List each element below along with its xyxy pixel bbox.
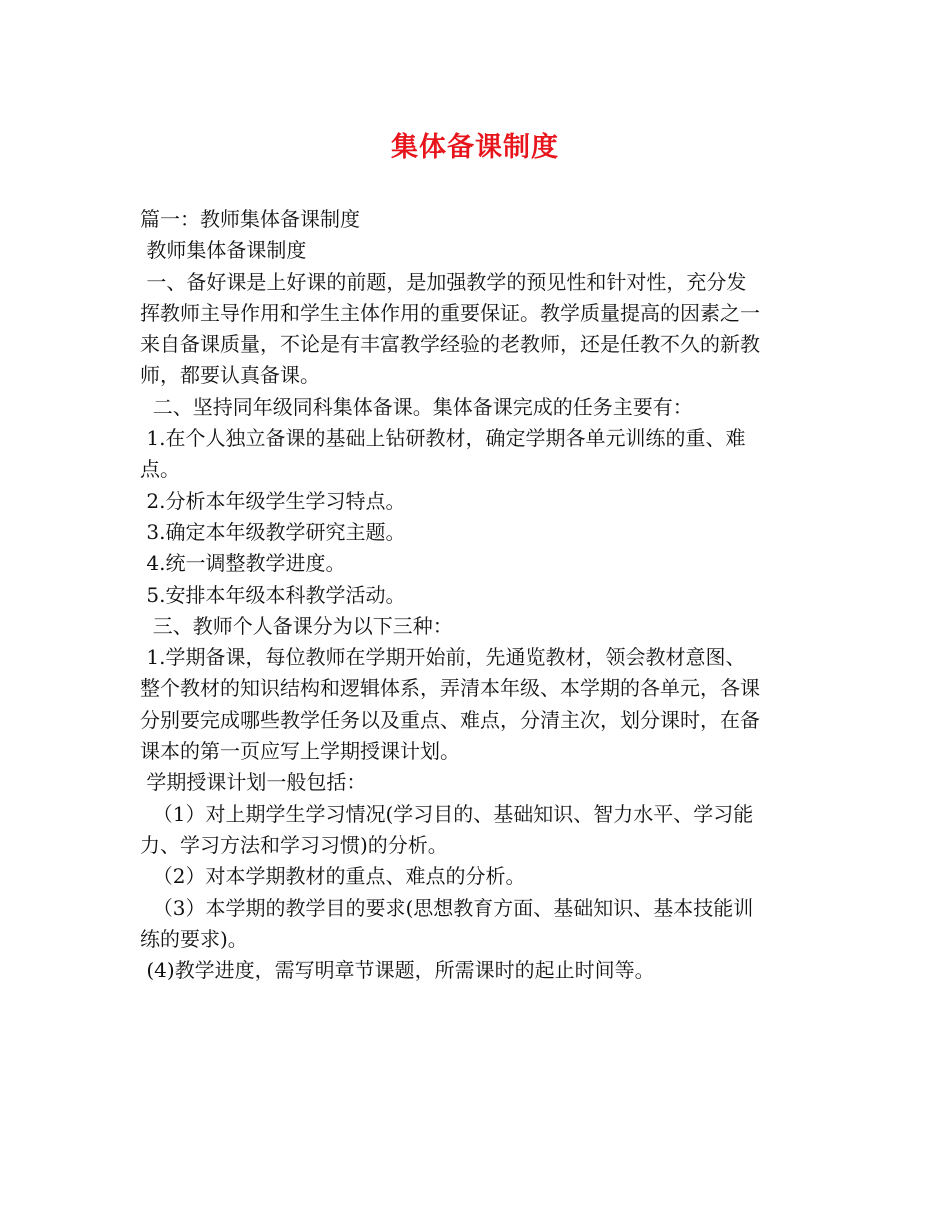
text-line: 3.确定本年级教学研究主题。 — [140, 519, 406, 544]
text-line: 力、学习方法和学习习惯)的分析。 — [140, 832, 448, 857]
text-line: 分别要完成哪些教学任务以及重点、难点，分清主次，划分课时，在备 — [140, 707, 760, 732]
text-line: 课本的第一页应写上学期授课计划。 — [140, 739, 460, 764]
text-line: 篇一：教师集体备课制度 — [140, 207, 360, 231]
text-line: （2）对本学期教材的重点、难点的分析。 — [140, 864, 526, 889]
document-title: 集体备课制度 — [391, 132, 559, 163]
text-line: 1.学期备课，每位教师在学期开始前，先通览教材，领会教材意图、 — [140, 645, 746, 670]
text-line: （3）本学期的教学目的要求(思想教育方面、基础知识、基本技能训 — [140, 895, 754, 920]
text-line: 挥教师主导作用和学生主体作用的重要保证。教学质量提高的因素之一 — [140, 300, 760, 325]
text-line: 学期授课计划一般包括： — [140, 770, 367, 795]
document-body — [140, 204, 820, 986]
text-line: 教师集体备课制度 — [140, 238, 307, 263]
text-line: 来自备课质量，不论是有丰富教学经验的老教师，还是任教不久的新教 — [140, 332, 760, 357]
text-line: 二、坚持同年级同科集体备课。集体备课完成的任务主要有： — [140, 394, 693, 419]
text-line: 整个教材的知识结构和逻辑体系，弄清本年级、本学期的各单元，各课 — [140, 676, 760, 701]
text-line: 4.统一调整教学进度。 — [140, 551, 346, 576]
text-line: （1）对上期学生学习情况(学习目的、基础知识、智力水平、学习能 — [140, 801, 754, 826]
text-line: 三、教师个人备课分为以下三种： — [140, 613, 453, 638]
text-line: 师，都要认真备课。 — [140, 363, 320, 388]
text-line: (4)教学进度，需写明章节课题，所需课时的起止时间等。 — [140, 958, 655, 983]
text-line: 5.安排本年级本科教学活动。 — [140, 582, 406, 607]
text-line: 一、备好课是上好课的前题，是加强教学的预见性和针对性，充分发 — [140, 269, 747, 294]
text-line: 练的要求)。 — [140, 926, 248, 951]
text-line: 1.在个人独立备课的基础上钻研教材，确定学期各单元训练的重、难 — [140, 426, 746, 451]
text-line: 点。 — [140, 457, 180, 482]
text-line: 2.分析本年级学生学习特点。 — [140, 488, 406, 513]
